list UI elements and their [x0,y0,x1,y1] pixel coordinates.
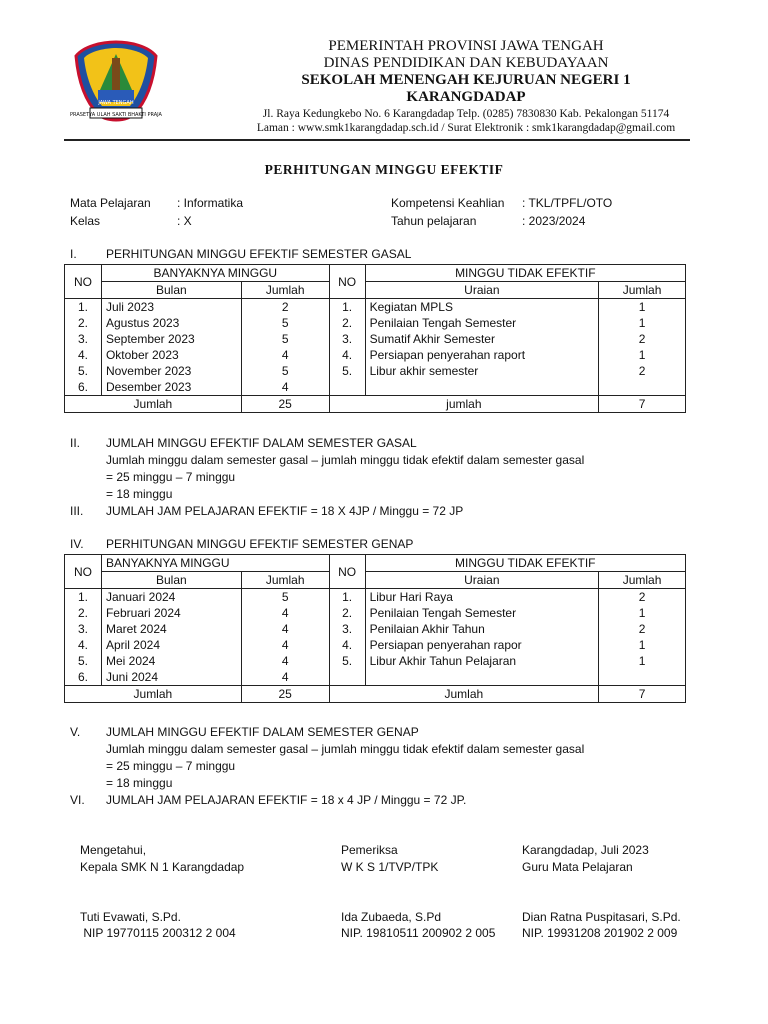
month-name: Oktober 2023 [101,347,241,363]
school-name: SEKOLAH MENENGAH KEJURUAN NEGERI 1 [301,72,631,88]
month-name: Juni 2024 [101,669,241,686]
item-name: Penilaian Tengah Semester [365,315,599,331]
sig-heading: Mengetahui, [80,843,147,857]
sec5-num: V. [70,725,81,739]
month-no: 1. [65,589,102,606]
sec2-calc: = 25 minggu – 7 minggu [106,470,236,484]
uraian-header: Uraian [365,282,599,299]
uraian-header: Uraian [365,572,599,589]
month-name: September 2023 [101,331,241,347]
sec1-num: I. [70,247,77,261]
sec6-num: VI. [70,793,85,807]
bulan-header: Bulan [101,572,241,589]
total-value: 25 [241,686,329,703]
kelas-label: Kelas [70,214,101,228]
no-header: NO [65,265,102,299]
no-header: NO [329,265,365,299]
item-count: 2 [599,621,686,637]
jumlah-header: Jumlah [599,282,686,299]
month-count: 4 [241,637,329,653]
sig-nip: NIP. 19810511 200902 2 005 [341,926,496,940]
total-label: Jumlah [65,396,242,413]
month-name: November 2023 [101,363,241,379]
item-name: Libur Akhir Tahun Pelajaran [365,653,599,669]
sec2-title: JUMLAH MINGGU EFEKTIF DALAM SEMESTER GASAL [106,436,417,450]
sig-name: Dian Ratna Puspitasari, S.Pd. [522,910,681,924]
item-count: 1 [599,347,686,363]
sec5-formula: Jumlah minggu dalam semester gasal – jumlah minggu tidak efektif dalam semester gasal [106,742,585,756]
item-name: Libur Hari Raya [365,589,599,606]
item-no: 3. [329,331,365,347]
item-count: 1 [599,299,686,316]
empty-cell [329,379,365,396]
banyaknya-header: BANYAKNYA MINGGU [101,265,329,282]
item-name: Libur akhir semester [365,363,599,379]
item-count: 1 [599,315,686,331]
gov-name: PEMERINTAH PROVINSI JAWA TENGAH [328,38,604,54]
item-count: 2 [599,331,686,347]
month-name: Juli 2023 [101,299,241,316]
item-name: Kegiatan MPLS [365,299,599,316]
sig-position: W K S 1/TVP/TPK [341,860,439,874]
kompetensi-label: Kompetensi Keahlian [391,196,505,210]
header-rule [64,139,690,141]
empty-cell [599,669,686,686]
item-count: 1 [599,637,686,653]
month-no: 6. [65,669,102,686]
sec4-num: IV. [70,537,84,551]
sig-heading: Karangdadap, Juli 2023 [522,843,649,857]
item-no: 2. [329,605,365,621]
kompetensi-value: : TKL/TPFL/OTO [522,196,613,210]
sec2-result: = 18 minggu [106,487,173,501]
month-count: 5 [241,331,329,347]
sig-position: Guru Mata Pelajaran [522,860,633,874]
total-value: 7 [599,396,686,413]
sig-heading: Pemeriksa [341,843,398,857]
item-name: Penilaian Tengah Semester [365,605,599,621]
total-label: Jumlah [329,686,599,703]
month-name: April 2024 [101,637,241,653]
item-name: Sumatif Akhir Semester [365,331,599,347]
month-count: 4 [241,621,329,637]
month-count: 5 [241,363,329,379]
item-name: Penilaian Akhir Tahun [365,621,599,637]
tahun-value: : 2023/2024 [522,214,586,228]
sec5-title: JUMLAH MINGGU EFEKTIF DALAM SEMESTER GENAP [106,725,419,739]
sig-name: Ida Zubaeda, S.Pd [341,910,442,924]
sig-nip: NIP 19770115 200312 2 004 [80,926,236,940]
total-label: Jumlah [65,686,242,703]
month-no: 4. [65,347,102,363]
no-header: NO [65,555,102,589]
agency-name: DINAS PENDIDIKAN DAN KEBUDAYAAN [323,55,609,71]
school-location: KARANGDADAP [406,89,526,105]
empty-cell [329,669,365,686]
mapel-value: : Informatika [177,196,244,210]
month-name: Maret 2024 [101,621,241,637]
month-no: 2. [65,605,102,621]
month-count: 4 [241,379,329,396]
total-value: 7 [599,686,686,703]
sig-nip: NIP. 19931208 201902 2 009 [522,926,678,940]
bulan-header: Bulan [101,282,241,299]
item-name: Persiapan penyerahan rapor [365,637,599,653]
banyaknya-header: BANYAKNYA MINGGU [101,555,329,572]
sec2-formula: Jumlah minggu dalam semester gasal – jumlah minggu tidak efektif dalam semester gasal [106,453,585,467]
empty-cell [599,379,686,396]
item-no: 3. [329,621,365,637]
empty-cell [365,379,599,396]
month-name: Desember 2023 [101,379,241,396]
sec3-title: JUMLAH JAM PELAJARAN EFEKTIF = 18 X 4JP / Minggu = 72 JP [106,504,464,518]
logo-text: JAWA TENGAH [98,100,134,106]
total-value: 25 [241,396,329,413]
item-no: 1. [329,589,365,606]
month-no: 6. [65,379,102,396]
month-no: 5. [65,363,102,379]
tahun-label: Tahun pelajaran [391,214,477,228]
document-title: PERHITUNGAN MINGGU EFEKTIF [264,162,504,177]
tidak-efektif-header: MINGGU TIDAK EFEKTIF [365,265,685,282]
item-no: 5. [329,363,365,379]
month-count: 4 [241,347,329,363]
item-count: 2 [599,589,686,606]
month-no: 5. [65,653,102,669]
month-count: 5 [241,589,329,606]
sec3-num: III. [70,504,84,518]
total-label: jumlah [329,396,598,413]
month-name: Februari 2024 [101,605,241,621]
school-logo [68,38,164,128]
item-no: 5. [329,653,365,669]
mapel-label: Mata Pelajaran [70,196,151,210]
item-count: 2 [599,363,686,379]
month-no: 2. [65,315,102,331]
month-count: 2 [241,299,329,316]
month-count: 4 [241,653,329,669]
month-count: 5 [241,315,329,331]
genap-table [64,554,686,703]
month-no: 3. [65,621,102,637]
jumlah-header: Jumlah [241,282,329,299]
kelas-value: : X [177,214,192,228]
month-name: Agustus 2023 [101,315,241,331]
item-no: 4. [329,637,365,653]
sec6-title: JUMLAH JAM PELAJARAN EFEKTIF = 18 x 4 JP / Minggu = 72 JP. [106,793,467,807]
month-name: Januari 2024 [101,589,241,606]
month-no: 4. [65,637,102,653]
jumlah-header: Jumlah [241,572,329,589]
item-name: Persiapan penyerahan raport [365,347,599,363]
no-header: NO [329,555,365,589]
item-no: 2. [329,315,365,331]
sec2-num: II. [70,436,81,450]
sec5-calc: = 25 minggu – 7 minggu [106,759,236,773]
sec4-title: PERHITUNGAN MINGGU EFEKTIF SEMESTER GENAP [106,537,414,551]
tidak-efektif-header: MINGGU TIDAK EFEKTIF [365,555,685,572]
sec1-title: PERHITUNGAN MINGGU EFEKTIF SEMESTER GASAL [106,247,412,261]
item-no: 4. [329,347,365,363]
sig-position: Kepala SMK N 1 Karangdadap [80,860,245,874]
item-count: 1 [599,605,686,621]
gasal-table [64,264,686,413]
logo-motto: PRASETYA ULAH SAKTI BHAKTI PRAJA [70,112,162,118]
item-no: 1. [329,299,365,316]
month-no: 1. [65,299,102,316]
month-count: 4 [241,605,329,621]
month-count: 4 [241,669,329,686]
month-name: Mei 2024 [101,653,241,669]
sec5-result: = 18 minggu [106,776,173,790]
school-contact: Laman : www.smk1karangdadap.sch.id / Surat Elektronik : smk1karangdadap@gmail.com [256,122,676,134]
jumlah-header: Jumlah [599,572,686,589]
empty-cell [365,669,599,686]
item-count: 1 [599,653,686,669]
month-no: 3. [65,331,102,347]
sig-name: Tuti Evawati, S.Pd. [80,910,181,924]
school-address: Jl. Raya Kedungkebo No. 6 Karangdadap Telp. (0285) 7830830 Kab. Pekalongan 51174 [262,108,670,120]
